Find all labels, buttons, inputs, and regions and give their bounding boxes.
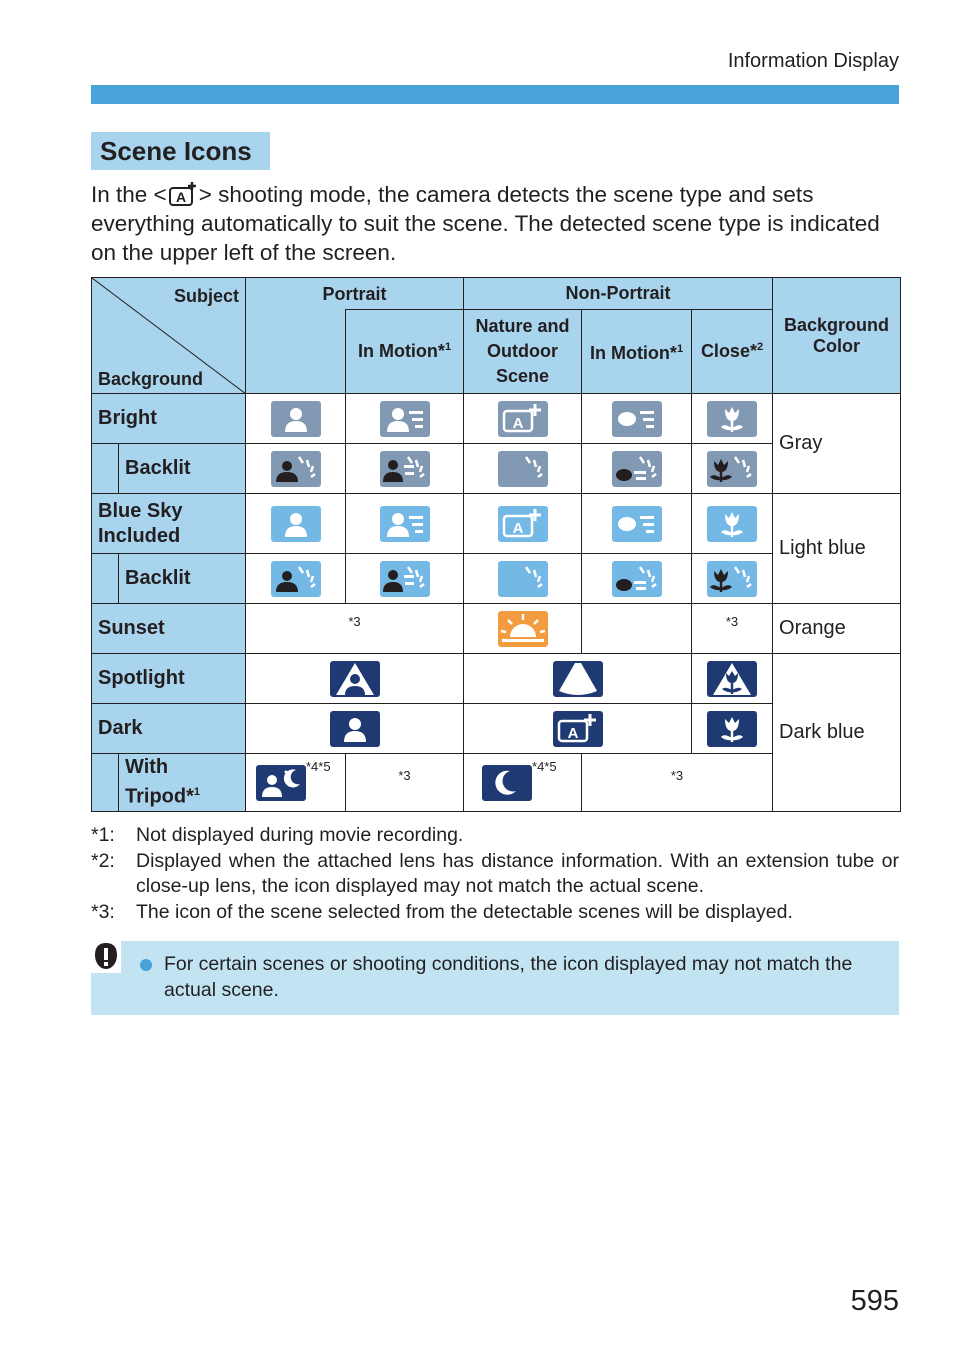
footnote-3 <box>91 900 899 926</box>
header-bar <box>91 85 899 104</box>
note-3-text: *3 <box>348 614 361 629</box>
cell <box>582 444 692 494</box>
scene-auto-icon <box>498 506 548 542</box>
corner-background: Background <box>98 369 204 389</box>
caution-box <box>91 941 899 1015</box>
cell <box>692 444 773 494</box>
scene-intelligent-auto-icon <box>167 182 199 206</box>
bullet-dot <box>140 959 152 971</box>
bg-light-blue: Light blue <box>773 494 901 604</box>
night-portrait-icon <box>256 765 306 801</box>
cell <box>464 604 582 654</box>
footnote-text: Not displayed during movie recording. <box>136 824 464 846</box>
close-up-icon <box>707 401 757 437</box>
night-scene-icon <box>482 765 532 801</box>
note-3 <box>692 604 773 654</box>
portrait-icon <box>330 711 380 747</box>
bg-gray: Gray <box>773 394 901 494</box>
footnote-2 <box>91 849 899 900</box>
cell <box>246 554 346 604</box>
cell <box>582 554 692 604</box>
footnote-key: *2: <box>91 849 115 872</box>
close-up-icon <box>707 711 757 747</box>
note-45: *4*5 <box>532 758 557 774</box>
cell <box>464 494 582 554</box>
row-sunset: Sunset <box>92 604 246 654</box>
motion-icon <box>612 401 662 437</box>
cell <box>692 554 773 604</box>
intro-paragraph <box>91 180 899 267</box>
cell <box>692 704 773 754</box>
svg-text:A: A <box>567 724 578 742</box>
corner-cell <box>92 278 246 394</box>
cell <box>246 394 346 444</box>
header-background-color: Background Color <box>773 278 901 394</box>
cell <box>464 554 582 604</box>
intro-text-after: > shooting mode, the camera detects the scene type and sets everything automatically to suit the scene. The detected scene type is indicated on the upper left of the screen. <box>91 182 880 265</box>
close-label: Close* <box>700 341 757 361</box>
note-3-text: *3 <box>725 614 739 629</box>
row-bright: Bright <box>92 394 246 444</box>
note-45: *4*5 <box>306 758 331 774</box>
footnote-1 <box>91 823 899 849</box>
cell <box>464 754 582 812</box>
motion-backlit-icon <box>612 451 662 487</box>
footnote-text: The icon of the scene selected from the detectable scenes will be displayed. <box>136 900 793 923</box>
close-up-backlit-icon <box>707 561 757 597</box>
cell <box>692 654 773 704</box>
cell <box>346 394 464 444</box>
portrait-icon <box>271 401 321 437</box>
cell <box>464 444 582 494</box>
note-3 <box>346 754 464 812</box>
in-motion-label: In Motion* <box>357 341 445 361</box>
cell <box>582 494 692 554</box>
portrait-motion-backlit-icon <box>380 561 430 597</box>
header-non-portrait: Non-Portrait <box>464 278 773 310</box>
row-with-tripod <box>119 754 246 812</box>
header-in-motion-2 <box>582 310 692 394</box>
cell <box>246 494 346 554</box>
cell <box>464 654 692 704</box>
spotlight-close-up-icon <box>707 661 757 697</box>
cell <box>246 444 346 494</box>
close-up-icon <box>707 506 757 542</box>
section-title: Scene Icons <box>91 132 270 170</box>
cell <box>582 604 692 654</box>
cell <box>692 394 773 444</box>
footnote-key: *1: <box>91 824 115 846</box>
spotlight-icon <box>553 661 603 697</box>
indent <box>92 554 119 604</box>
bg-dark-blue: Dark blue <box>773 654 901 812</box>
backlit-icon <box>498 561 548 597</box>
cell <box>246 654 464 704</box>
scene-icons-table <box>91 277 901 812</box>
note-3 <box>582 754 773 812</box>
with-tripod-label: With Tripod* <box>125 756 194 808</box>
cell <box>246 754 346 812</box>
scene-auto-icon <box>553 711 603 747</box>
portrait-motion-icon <box>380 401 430 437</box>
in-motion-2-label: In Motion* <box>589 343 677 363</box>
portrait-icon <box>271 506 321 542</box>
intro-text-before: In the < <box>91 182 167 207</box>
note-3 <box>246 604 464 654</box>
with-tripod-sup: 1 <box>193 786 201 799</box>
caution-text: For certain scenes or shooting conditions, the icon displayed may not match the actual scene. <box>164 953 853 1001</box>
svg-text:A: A <box>512 519 523 537</box>
header-portrait-blank <box>246 310 346 394</box>
note-3-text: *3 <box>398 768 411 783</box>
cell <box>464 394 582 444</box>
footnotes <box>91 823 899 925</box>
row-backlit-1: Backlit <box>119 444 246 494</box>
header-portrait-label: Portrait <box>322 284 387 304</box>
header-close <box>692 310 773 394</box>
row-spotlight: Spotlight <box>92 654 246 704</box>
portrait-backlit-icon <box>271 451 321 487</box>
close-up-backlit-icon <box>707 451 757 487</box>
header-in-motion <box>346 310 464 394</box>
row-blue-sky: Blue Sky Included <box>92 494 246 554</box>
bg-orange: Orange <box>773 604 901 654</box>
header-section-label: Information Display <box>727 50 899 72</box>
indent <box>92 754 119 812</box>
spotlight-portrait-icon <box>330 661 380 697</box>
cell <box>582 394 692 444</box>
row-backlit-2: Backlit <box>119 554 246 604</box>
motion-backlit-icon <box>612 561 662 597</box>
svg-text:A: A <box>512 414 523 432</box>
sunset-icon <box>498 611 548 647</box>
cell <box>692 494 773 554</box>
cell <box>346 494 464 554</box>
in-motion-sup: 1 <box>444 341 452 353</box>
footnote-key: *3: <box>91 900 115 923</box>
cell <box>346 554 464 604</box>
motion-icon <box>612 506 662 542</box>
corner-subject: Subject <box>173 286 239 306</box>
portrait-motion-backlit-icon <box>380 451 430 487</box>
cell <box>246 704 464 754</box>
indent <box>92 444 119 494</box>
caution-icon <box>91 941 121 973</box>
page-number: 595 <box>850 1285 899 1317</box>
portrait-backlit-icon <box>271 561 321 597</box>
header-portrait <box>246 278 464 310</box>
portrait-motion-icon <box>380 506 430 542</box>
note-3-text: *3 <box>670 768 684 783</box>
backlit-icon <box>498 451 548 487</box>
scene-auto-icon <box>498 401 548 437</box>
row-dark: Dark <box>92 704 246 754</box>
in-motion-2-sup: 1 <box>676 343 684 355</box>
close-sup: 2 <box>756 341 764 353</box>
cell <box>346 444 464 494</box>
header-nature-outdoor: Nature and Outdoor Scene <box>464 310 582 394</box>
footnote-text: Displayed when the attached lens has distance information. With an extension tube or close-up lens, the icon displayed may not match the actual scene. <box>136 849 899 897</box>
svg-text:A: A <box>175 189 186 205</box>
cell <box>464 704 692 754</box>
